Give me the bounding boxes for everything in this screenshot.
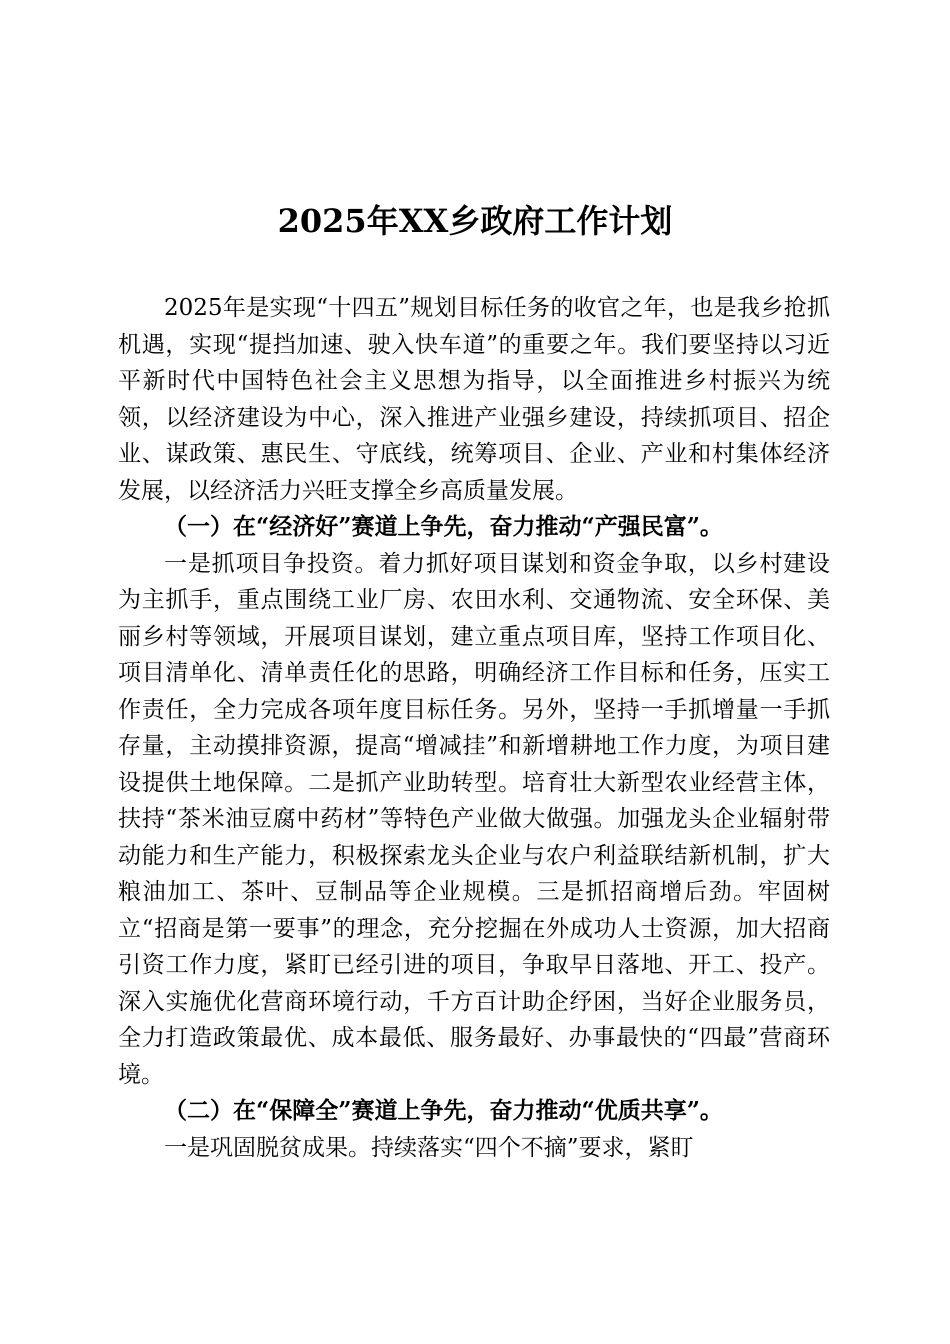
- intro-paragraph: 2025年是实现“十四五”规划目标任务的收官之年，也是我乡抢抓机遇，实现“提挡加速、驶入快车道”的重要之年。我们要坚持以习近平新时代中国特色社会主义思想为指导，以全面推进乡村振兴为统领，以经济建设为中心，深入推进产业强乡建设，持续抓项目、招企业、谋政策、惠民生、守底线，统筹项目、企业、产业和村集体经济发展，以经济活力兴旺支撑全乡高质量发展。: [118, 295, 830, 504]
- document-title: 2025年XX乡政府工作计划: [277, 202, 673, 240]
- section-heading-security: （二）在“保障全”赛道上争先，奋力推动“优质共享”。: [164, 1097, 723, 1124]
- economy-paragraph: 一是抓项目争投资。着力抓好项目谋划和资金争取，以乡村建设为主抓手，重点围绕工业厂房、农田水利、交通物流、安全环保、美丽乡村等领域，开展项目谋划，建立重点项目库，坚持工作项目化、项目清单化、清单责任化的思路，明确经济工作目标和任务，压实工作责任，全力完成各项年度目标任务。另外，坚持一手抓增量一手抓存量，主动摸排资源，提高“增减挂”和新增耕地工作力度，为项目建设提供土地保障。二是抓产业助转型。培育壮大新型农业经营主体，扶持“茶米油豆腐中药材”等特色产业做大做强。加强龙头企业辐射带动能力和生产能力，积极探索龙头企业与农户利益联结新机制，扩大粮油加工、茶叶、豆制品等企业规模。三是抓招商增后劲。牢固树立“招商是第一要事”的理念，充分挖掘在外成功人士资源，加大招商引资工作力度，紧盯已经引进的项目，争取早日落地、开工、投产。深入实施优化营商环境行动，千方百计助企纾困，当好企业服务员，全力打造政策最优、成本最低、服务最好、办事最快的“四最”营商环境。: [118, 550, 830, 1088]
- security-paragraph: 一是巩固脱贫成果。持续落实“四个不摘”要求，紧盯: [164, 1134, 694, 1161]
- document-body: [118, 290, 830, 1166]
- section-heading-economy: （一）在“经济好”赛道上争先，奋力推动“产强民富”。: [164, 513, 723, 540]
